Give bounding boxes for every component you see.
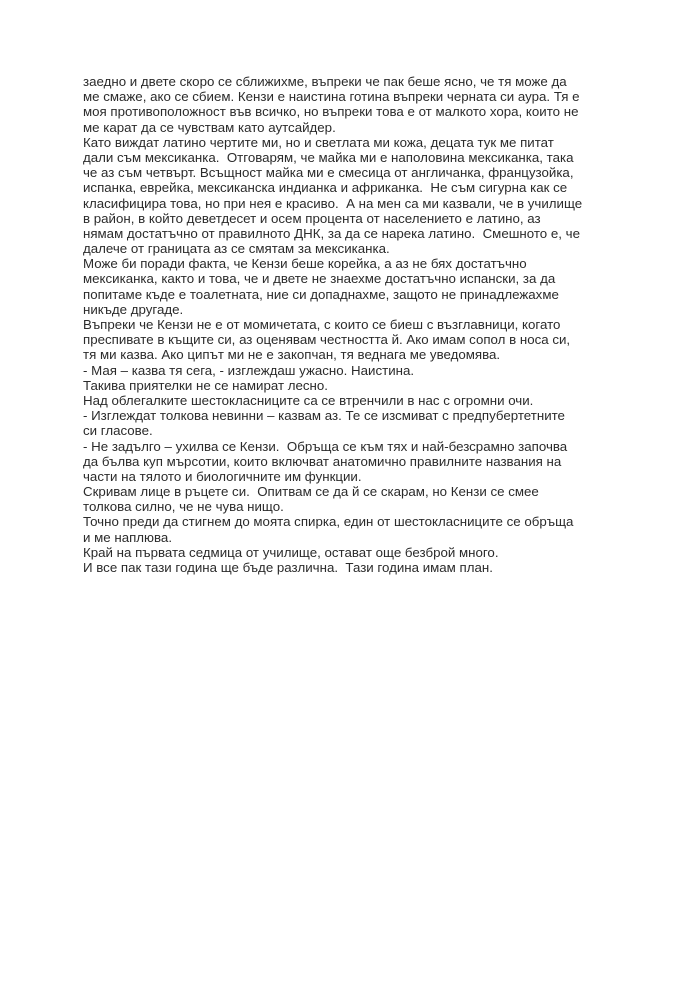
text-line: - Изглеждат толкова невинни – казвам аз. Те се изсмиват с предпубертетните xyxy=(83,408,565,424)
text-line: никъде другаде. xyxy=(83,301,184,317)
text-line: Над облегалките шестокласниците са се втренчили в нас с огромни очи. xyxy=(83,392,534,408)
text-line: мексиканка, както и това, че и двете не знаехме достатъчно испански, за да xyxy=(83,271,556,287)
text-line: ме карат да се чувствам като аутсайдер. xyxy=(83,119,336,135)
text-line: толкова силно, че не чува нищо. xyxy=(83,499,284,515)
text-line: класифицира това, но при нея е красиво. А на мен са ми казвали, че в училище xyxy=(83,195,583,211)
text-line: нямам достатъчно от правилното ДНК, за да се нарека латино. Смешното е, че xyxy=(83,225,580,241)
text-line: Може би поради факта, че Кензи беше корейка, а аз не бях достатъчно xyxy=(83,256,527,272)
text-line: заедно и двете скоро се сближихме, въпреки че пак беше ясно, че тя може да xyxy=(83,74,567,89)
text-line: ме смаже, ако се сбием. Кензи е наистина готина въпреки черната си аура. Тя е xyxy=(83,89,580,105)
text-line: Точно преди да стигнем до моята спирка, един от шестокласниците се обръща xyxy=(83,514,574,530)
text-line: си гласове. xyxy=(83,423,153,439)
text-line: - Не задълго – ухилва се Кензи. Обръща се към тях и най-безсрамно започва xyxy=(83,438,568,454)
text-line: попитаме къде е тоалетната, ние си допаднахме, защото не принадлежахме xyxy=(83,286,559,302)
text-line: дали съм мексиканка. Отговарям, че майка ми е наполовина мексиканка, така xyxy=(83,149,574,165)
text-line: И все пак тази година ще бъде различна. Тази година имам план. xyxy=(83,560,493,575)
text-line: тя ми казва. Ако ципът ми не е закопчан, тя веднага ме уведомява. xyxy=(83,347,501,363)
text-line: Такива приятелки не се намират лесно. xyxy=(83,377,328,393)
text-line: - Мая – казва тя сега, - изглеждаш ужасно. Наистина. xyxy=(83,362,415,378)
text-line: преспивате в къщите си, аз оценявам честността й. Ако имам сопол в носа си, xyxy=(83,332,571,348)
text-line: Край на първата седмица от училище, остават още безброй много. xyxy=(83,544,499,560)
text-line: Като виждат латино чертите ми, но и светлата ми кожа, децата тук ме питат xyxy=(83,134,554,150)
text-line: Скривам лице в ръцете си. Опитвам се да й се скарам, но Кензи се смее xyxy=(83,484,539,500)
text-line: в район, в който деветдесет и осем процента от населението е латино, аз xyxy=(83,210,541,226)
text-line: Въпреки че Кензи не е от момичетата, с които се биеш с възглавници, когато xyxy=(83,317,561,332)
text-line: че аз съм четвърт. Всъщност майка ми е смесица от англичанка, французойка, xyxy=(83,165,574,181)
text-line: части на тялото и биологичните им функции. xyxy=(83,468,362,484)
text-line: испанка, еврейка, мексиканска индианка и африканка. Не съм сигурна как се xyxy=(83,180,568,196)
text-line: далече от границата аз се смятам за мексиканка. xyxy=(83,241,390,257)
text-line: да бълва куп мърсотии, които включват анатомично правилните названия на xyxy=(83,453,562,469)
text-line: и ме наплюва. xyxy=(83,529,173,545)
text-line: моя противоположност във всичко, но въпреки това е от малкото хора, които не xyxy=(83,104,579,120)
body-text xyxy=(83,74,623,575)
